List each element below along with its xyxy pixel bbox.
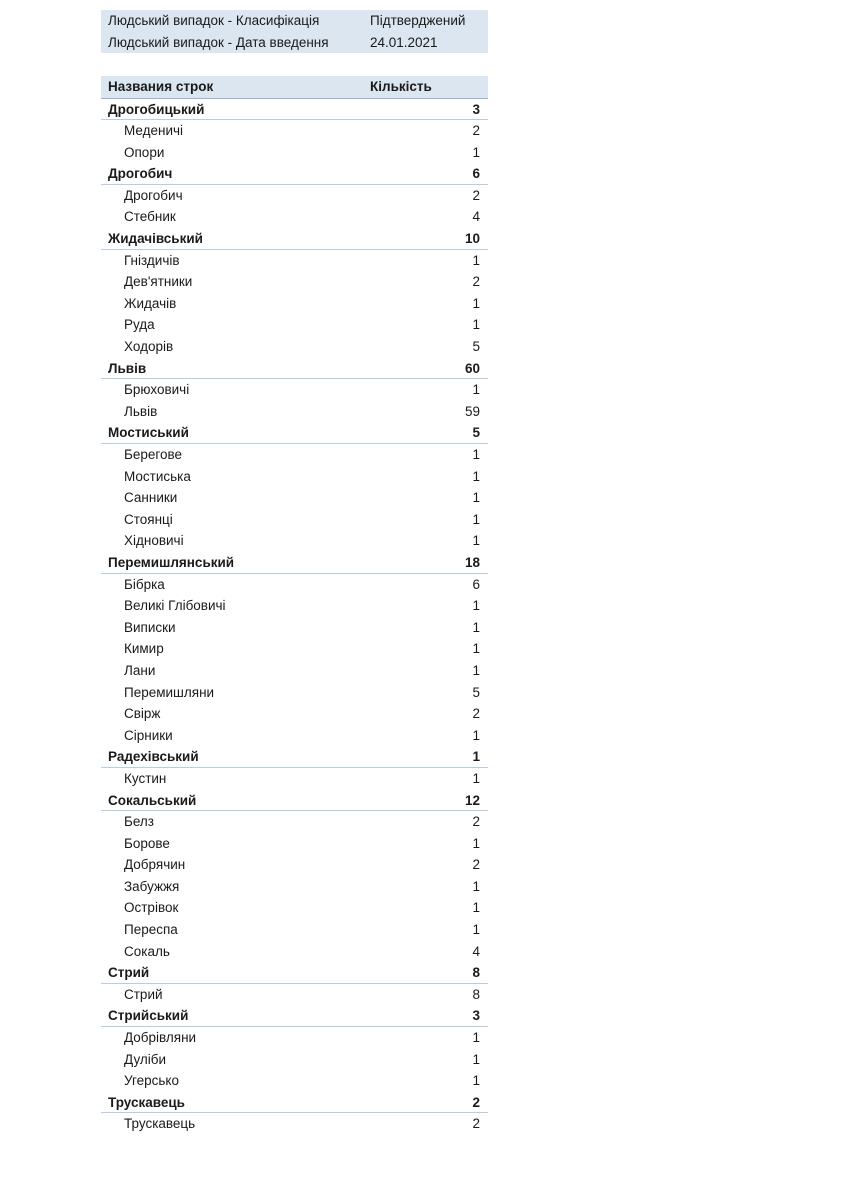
item-row[interactable] (101, 595, 488, 617)
pivot-body (101, 99, 488, 1136)
item-name: Белз (124, 814, 154, 830)
group-total: 10 (464, 231, 480, 247)
group-total: 8 (472, 965, 480, 981)
group-name: Радехівський (108, 749, 199, 765)
item-name: Дев'ятники (124, 274, 193, 290)
item-count: 2 (472, 123, 480, 139)
item-row[interactable] (101, 703, 488, 725)
item-count: 1 (472, 1073, 480, 1089)
group-name: Трускавець (108, 1094, 185, 1110)
item-row[interactable] (101, 142, 488, 164)
item-name: Стебник (124, 209, 176, 225)
group-name: Сокальський (108, 792, 197, 808)
filter-label: Людський випадок - Класифікація (108, 13, 320, 28)
item-count: 1 (472, 662, 480, 678)
item-name: Кимир (124, 641, 164, 657)
item-name: Бібрка (124, 576, 165, 592)
item-name: Сокаль (124, 943, 170, 959)
item-count: 1 (472, 900, 480, 916)
item-row[interactable] (101, 617, 488, 639)
item-count: 2 (472, 857, 480, 873)
item-count: 1 (472, 1051, 480, 1067)
item-count: 1 (472, 835, 480, 851)
item-count: 1 (472, 1030, 480, 1046)
item-row[interactable] (101, 444, 488, 466)
item-name: Стрий (124, 986, 163, 1002)
item-count: 1 (472, 598, 480, 614)
item-name: Дрогобич (124, 187, 183, 203)
group-row[interactable] (101, 358, 488, 380)
item-name: Ходорів (124, 339, 174, 355)
item-row[interactable] (101, 314, 488, 336)
item-name: Берегове (124, 447, 183, 462)
filter-row-classification (101, 10, 488, 32)
pivot-header-row (101, 76, 488, 99)
item-count: 5 (472, 339, 480, 355)
item-count: 4 (472, 943, 480, 959)
item-count: 1 (472, 619, 480, 635)
item-row[interactable] (101, 725, 488, 747)
item-row[interactable] (101, 185, 488, 207)
item-name: Перемишляни (124, 684, 215, 700)
item-count: 1 (472, 468, 480, 484)
item-name: Острівок (124, 900, 179, 916)
item-row[interactable] (101, 466, 488, 488)
item-row[interactable] (101, 1049, 488, 1071)
group-row[interactable] (101, 1092, 488, 1114)
item-count: 2 (472, 814, 480, 830)
item-row[interactable] (101, 811, 488, 833)
item-row[interactable] (101, 120, 488, 142)
item-row[interactable] (101, 897, 488, 919)
item-count: 1 (472, 641, 480, 657)
item-name: Стоянці (124, 511, 173, 527)
group-row[interactable] (101, 163, 488, 185)
group-total: 18 (464, 554, 480, 570)
item-name: Добрячин (124, 857, 186, 873)
item-count: 59 (464, 403, 480, 419)
item-row[interactable] (101, 638, 488, 660)
item-name: Мостиська (124, 468, 191, 484)
report-filters (101, 10, 488, 53)
item-count: 1 (472, 511, 480, 527)
group-row[interactable] (101, 1005, 488, 1027)
item-count: 1 (472, 770, 480, 786)
item-row[interactable] (101, 250, 488, 272)
item-row[interactable] (101, 487, 488, 509)
item-count: 5 (472, 684, 480, 700)
item-name: Лани (124, 662, 156, 678)
item-row[interactable] (101, 574, 488, 596)
item-name: Переспа (124, 922, 178, 938)
item-count: 1 (472, 144, 480, 160)
item-count: 1 (472, 533, 480, 549)
group-row[interactable] (101, 790, 488, 812)
item-name: Bиписки (124, 619, 176, 635)
item-name: Руда (124, 317, 155, 333)
group-total: 12 (464, 792, 480, 808)
item-row[interactable] (101, 941, 488, 963)
group-name: Львів (108, 360, 147, 376)
filter-value[interactable]: Підтверджений (370, 13, 466, 28)
filter-value[interactable]: 24.01.2021 (370, 34, 438, 50)
item-name: Брюховичі (124, 382, 190, 398)
filter-label: Людський випадок - Дата введення (108, 34, 329, 50)
item-count: 4 (472, 209, 480, 225)
item-row[interactable] (101, 854, 488, 876)
item-count: 6 (472, 576, 480, 592)
item-row[interactable] (101, 293, 488, 315)
item-count: 1 (472, 252, 480, 268)
group-name: Перемишлянський (108, 554, 235, 570)
item-row[interactable] (101, 876, 488, 898)
group-name: Дрогобицький (108, 101, 205, 117)
item-count: 2 (472, 706, 480, 722)
item-row[interactable] (101, 919, 488, 941)
item-name: Опори (124, 144, 165, 160)
header-count: Кількість (370, 79, 432, 94)
item-row[interactable] (101, 660, 488, 682)
group-name: Стрий (108, 965, 150, 981)
item-row[interactable] (101, 984, 488, 1006)
item-row[interactable] (101, 509, 488, 531)
group-total: 1 (472, 749, 480, 765)
group-total: 3 (472, 1008, 480, 1024)
item-name: Хідновичі (124, 533, 184, 549)
group-row[interactable] (101, 422, 488, 444)
item-count: 1 (472, 922, 480, 938)
item-count: 1 (472, 317, 480, 333)
item-name: Великі Глібовичі (124, 598, 226, 614)
group-total: 3 (472, 101, 480, 117)
item-name: Львів (124, 403, 158, 419)
item-count: 1 (472, 382, 480, 398)
item-row[interactable] (101, 682, 488, 704)
group-total: 5 (472, 425, 480, 441)
item-name: Свірж (124, 706, 161, 722)
group-name: Жидачівський (108, 231, 203, 247)
item-name: Добрівляни (124, 1030, 197, 1046)
item-count: 1 (472, 295, 480, 311)
item-row[interactable] (101, 336, 488, 358)
item-row[interactable] (101, 1070, 488, 1092)
item-name: Забужжя (124, 878, 180, 894)
item-name: Жидачів (124, 295, 177, 311)
item-row[interactable] (101, 833, 488, 855)
item-row[interactable] (101, 379, 488, 401)
item-name: Борове (124, 835, 170, 851)
item-count: 8 (472, 986, 480, 1002)
header-row-labels[interactable]: Названия строк (108, 79, 214, 94)
item-name: Трускавець (124, 1116, 196, 1132)
group-row[interactable] (101, 552, 488, 574)
group-row[interactable] (101, 228, 488, 250)
group-row[interactable] (101, 99, 488, 121)
item-count: 1 (472, 490, 480, 506)
filter-row-date (101, 32, 488, 54)
group-name: Дрогобич (108, 166, 173, 182)
item-row[interactable] (101, 1113, 488, 1135)
group-total: 2 (472, 1094, 480, 1110)
item-count: 1 (472, 447, 480, 462)
item-count: 1 (472, 727, 480, 743)
group-name: Стрийський (108, 1008, 189, 1024)
item-name: Меденичі (124, 123, 184, 139)
group-total: 6 (472, 166, 480, 182)
item-name: Угерсько (124, 1073, 179, 1089)
item-count: 2 (472, 187, 480, 203)
item-name: Сірники (124, 727, 173, 743)
group-row[interactable] (101, 962, 488, 984)
item-row[interactable] (101, 768, 488, 790)
group-total: 60 (464, 360, 480, 376)
item-row[interactable] (101, 530, 488, 552)
item-row[interactable] (101, 401, 488, 423)
item-name: Санники (124, 490, 178, 506)
item-row[interactable] (101, 206, 488, 228)
item-name: Гніздичів (124, 252, 180, 268)
group-name: Мостиський (108, 425, 189, 441)
group-row[interactable] (101, 746, 488, 768)
item-count: 2 (472, 1116, 480, 1132)
item-count: 1 (472, 878, 480, 894)
pivot-table (101, 76, 488, 1135)
item-name: Дуліби (124, 1051, 167, 1067)
item-row[interactable] (101, 1027, 488, 1049)
item-name: Кустин (124, 770, 167, 786)
item-count: 2 (472, 274, 480, 290)
item-row[interactable] (101, 271, 488, 293)
